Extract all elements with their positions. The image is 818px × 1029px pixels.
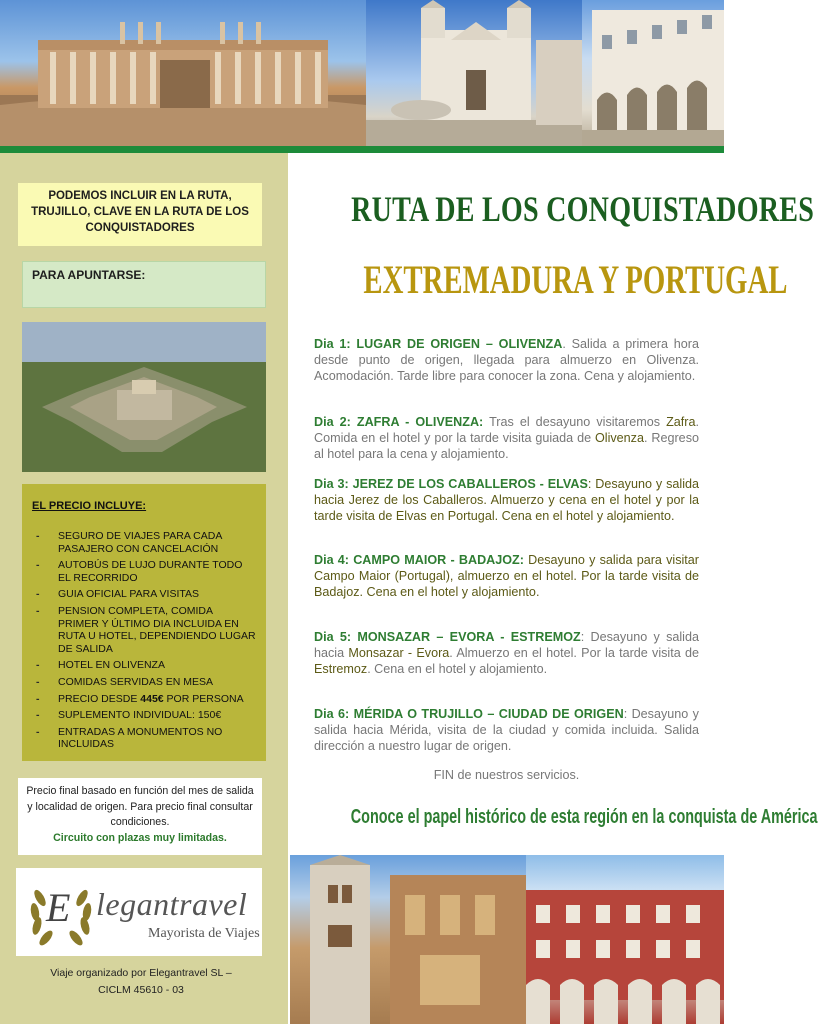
list-item: - HOTEL EN OLIVENZA bbox=[36, 659, 165, 672]
list-item: - COMIDAS SERVIDAS EN MESA bbox=[36, 675, 214, 688]
price-from-item: - PRECIO DESDE 445€ POR PERSONA bbox=[36, 692, 244, 705]
itinerary-day-1: Dia 1: LUGAR DE ORIGEN – OLIVENZA. Salida a primera hora desde punto de origen, llegada para almuerzo en Olivenza. Acomodación. Tarde libre para conocer la zona. Cena y alojamiento. bbox=[314, 337, 699, 383]
green-divider bbox=[0, 146, 724, 153]
logo-name: legantravel bbox=[96, 886, 248, 922]
elegantravel-logo bbox=[16, 868, 262, 956]
tower-photo bbox=[290, 855, 526, 1024]
signup-box bbox=[22, 261, 266, 308]
organizer-line: Viaje organizado por Elegantravel SL – bbox=[50, 967, 232, 979]
list-item: - SEGURO DE VIAJES PARA CADA PASAJERO CON CANCELACIÓN bbox=[36, 530, 222, 555]
day-heading: Dia 2: ZAFRA - OLIVENZA: bbox=[314, 415, 484, 429]
list-item: - PENSION COMPLETA, COMIDA PRIMER Y ÚLTIMO DIA INCLUIDA EN RUTA U HOTEL, DEPENDIENDO LUGAR DE SALIDA bbox=[36, 604, 256, 655]
price-includes-title: EL PRECIO INCLUYE: bbox=[32, 500, 147, 512]
organizer-info bbox=[18, 965, 264, 999]
promo-text: PODEMOS INCLUIR EN LA RUTA, TRUJILLO, CLAVE EN LA RUTA DE LOS CONQUISTADORES bbox=[31, 190, 249, 234]
list-item: - GUIA OFICIAL PARA VISITAS bbox=[36, 588, 200, 601]
signup-label: PARA APUNTARSE: bbox=[32, 268, 146, 282]
slogan: Conoce el papel histórico de esta región en la conquista de América bbox=[350, 806, 818, 828]
star-fortress-photo bbox=[22, 322, 266, 472]
page-title: RUTA DE LOS CONQUISTADORES bbox=[351, 189, 815, 229]
itinerary-day-5: Dia 5: MONSAZAR – EVORA - ESTREMOZ: Desayuno y salida hacia Monsazar - Evora. Almuerzo en el hotel. Por la tarde visita de Estremoz. Cena en el hotel y alojamiento. bbox=[314, 630, 699, 676]
roman-theater-photo bbox=[0, 0, 366, 146]
day-heading: Dia 1: LUGAR DE ORIGEN – OLIVENZA bbox=[314, 337, 563, 351]
list-item: - SUPLEMENTO INDIVIDUAL: 150€ bbox=[36, 709, 222, 722]
day-heading: Dia 4: CAMPO MAIOR - BADAJOZ: bbox=[314, 553, 524, 567]
list-item: - ENTRADAS A MONUMENTOS NO INCLUIDAS bbox=[36, 725, 223, 751]
church-photo bbox=[366, 0, 582, 146]
itinerary-day-6: Dia 6: MÉRIDA O TRUJILLO – CIUDAD DE ORIGEN: Desayuno y salida hacia Mérida, visita de la ciudad y comida incluida. Salida dirección a nuestro lugar de origen. bbox=[314, 707, 699, 753]
price-note bbox=[18, 778, 262, 855]
logo-subtitle: Mayorista de Viajes bbox=[148, 926, 260, 941]
plaza-mayor-photo bbox=[526, 855, 724, 1024]
itinerary-day-4: Dia 4: CAMPO MAIOR - BADAJOZ: Desayuno y salida para visitar Campo Maior (Portugal), almuerzo en el hotel. Por la tarde visita de Badajoz. Cena en el hotel y alojamiento. bbox=[314, 553, 699, 599]
price-note-text: Precio final basado en función del mes de salida y localidad de origen. Para precio final consultar condiciones. bbox=[26, 785, 254, 828]
itinerary-day-2: Dia 2: ZAFRA - OLIVENZA: Tras el desayuno visitaremos Zafra. Comida en el hotel y por la tarde visita guiada de Olivenza. Regreso al hotel para la cena y alojamiento. bbox=[314, 415, 699, 461]
page-subtitle: EXTREMADURA Y PORTUGAL bbox=[363, 257, 788, 302]
price-value: 445€ bbox=[140, 692, 164, 705]
price-includes-panel bbox=[22, 484, 266, 761]
license-line: CICLM 45610 - 03 bbox=[98, 984, 184, 996]
list-item: - AUTOBÚS DE LUJO DURANTE TODO EL RECORRIDO bbox=[36, 559, 243, 584]
limited-places-note: Circuito con plazas muy limitadas. bbox=[53, 831, 227, 844]
day-heading: Dia 5: MONSAZAR – EVORA - ESTREMOZ bbox=[314, 630, 581, 644]
itinerary-day-3: Dia 3: JEREZ DE LOS CABALLEROS - ELVAS: Desayuno y salida hacia Jerez de los Caballeros. Almuerzo y cena en el hotel y por la tarde visita de Elvas en Portugal. Cena en el hotel y alojamiento. bbox=[314, 477, 700, 523]
promo-box bbox=[18, 183, 262, 246]
logo-letter: E bbox=[46, 885, 71, 930]
day-heading: Dia 3: JEREZ DE LOS CABALLEROS - ELVAS bbox=[314, 477, 588, 491]
price-list bbox=[32, 530, 256, 751]
plaza-photo bbox=[582, 0, 724, 146]
end-of-services: FIN de nuestros servicios. bbox=[433, 768, 580, 782]
day-heading: Dia 6: MÉRIDA O TRUJILLO – CIUDAD DE ORIGEN bbox=[314, 707, 624, 721]
